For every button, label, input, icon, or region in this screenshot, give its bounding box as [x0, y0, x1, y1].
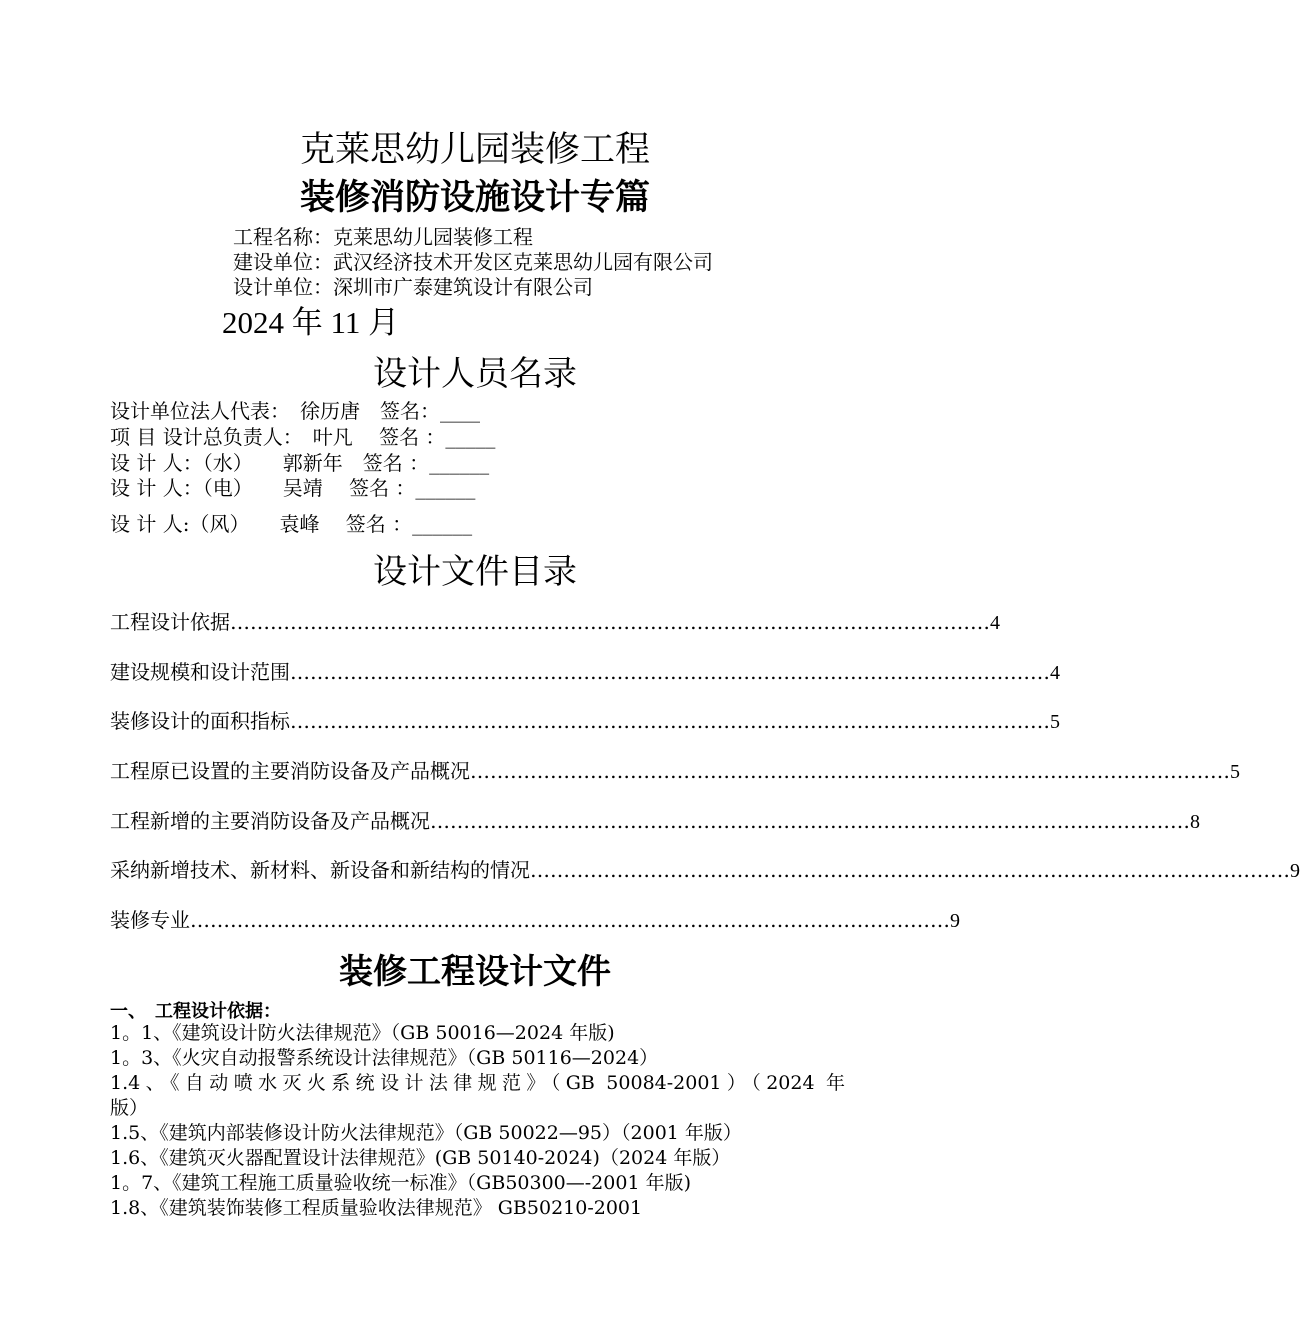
- toc-entry-page: 9: [1290, 860, 1300, 882]
- reference-item-continuation: 版）: [110, 1097, 149, 1119]
- toc-heading: 设计文件目录: [373, 552, 577, 592]
- reference-item: 1.4、《自动喷水灭火系统设计法律规范》（GB 50084-2001）（2024 年: [110, 1072, 845, 1094]
- reference-item: 1.6、《建筑灭火器配置设计法律规范》(GB 50140-2024)（2024 年版）: [110, 1147, 731, 1169]
- toc-leader: ……………………………………………………………………………………………………: [290, 709, 1050, 733]
- toc-entry[interactable]: [110, 608, 1000, 637]
- toc-leader: ……………………………………………………………………………………………………: [190, 908, 950, 932]
- toc-leader: ……………………………………………………………………………………………………: [230, 610, 990, 634]
- staff-heading: 设计人员名录: [373, 354, 577, 394]
- document-title: 克莱思幼儿园装修工程: [299, 130, 650, 170]
- toc-leader: ……………………………………………………………………………………………………: [470, 759, 1230, 783]
- staff-designer-electric: 设 计 人：（电） 吴靖 签名 ：______: [110, 476, 476, 500]
- reference-item: 1。3、《火灾自动报警系统设计法律规范》（GB 50116—2024）: [110, 1047, 659, 1069]
- toc-entry-label: 装修设计的面积指标: [110, 709, 290, 733]
- project-name: 工程名称：克莱思幼儿园装修工程: [233, 225, 533, 249]
- reference-item: 1。1、《建筑设计防火法律规范》（GB 50016—2024 年版): [110, 1022, 615, 1044]
- toc-entry[interactable]: [110, 906, 960, 935]
- toc-entry-label: 工程设计依据: [110, 610, 230, 634]
- toc-entry[interactable]: [110, 707, 1060, 736]
- reference-item: 1.8、《建筑装饰装修工程质量验收法律规范》 GB50210-2001: [110, 1197, 643, 1219]
- section-heading: 一、 工程设计依据：: [110, 1001, 281, 1022]
- reference-item: 1。7、《建筑工程施工质量验收统一标准》（GB50300—-2001 年版): [110, 1172, 691, 1194]
- toc-entry[interactable]: [110, 658, 1060, 687]
- design-files-heading: 装修工程设计文件: [339, 952, 611, 992]
- toc-leader: ……………………………………………………………………………………………………: [530, 858, 1290, 882]
- toc-entry[interactable]: [110, 807, 1200, 836]
- document-subtitle: 装修消防设施设计专篇: [299, 177, 650, 218]
- toc-entry-page: 5: [1230, 761, 1240, 783]
- construction-unit: 建设单位：武汉经济技术开发区克莱思幼儿园有限公司: [233, 250, 713, 274]
- toc-entry-label: 工程新增的主要消防设备及产品概况: [110, 809, 430, 833]
- toc-entry-label: 装修专业: [110, 908, 190, 932]
- staff-designer-air: 设 计 人:（风） 袁峰 签名 ：______: [110, 512, 473, 536]
- toc-entry-label: 采纳新增技术、新材料、新设备和新结构的情况: [110, 858, 530, 882]
- document-date: 2024 年 11 月: [222, 305, 400, 340]
- toc-entry-page: 5: [1050, 711, 1060, 733]
- staff-chief-designer: 项 目 设计总负责人： 叶凡 签名 ：_____: [110, 425, 496, 449]
- staff-legal-rep: 设计单位法人代表： 徐历唐 签名：____: [110, 399, 480, 423]
- toc-entry-page: 8: [1190, 811, 1200, 833]
- reference-item: 1.5、《建筑内部装修设计防火法律规范》（GB 50022—95）（2001 年版）: [110, 1122, 742, 1144]
- toc-entry[interactable]: [110, 757, 1240, 786]
- toc-entry-page: 4: [1050, 662, 1060, 684]
- toc-entry[interactable]: [110, 856, 1300, 885]
- toc-entry-label: 工程原已设置的主要消防设备及产品概况: [110, 759, 470, 783]
- staff-designer-water: 设 计 人：（水） 郭新年 签名 ：______: [110, 451, 490, 475]
- toc-entry-page: 9: [950, 910, 960, 932]
- toc-entry-label: 建设规模和设计范围: [110, 660, 290, 684]
- design-unit: 设计单位：深圳市广泰建筑设计有限公司: [233, 275, 593, 299]
- toc-leader: ……………………………………………………………………………………………………: [290, 660, 1050, 684]
- toc-entry-page: 4: [990, 612, 1000, 634]
- toc-leader: ……………………………………………………………………………………………………: [430, 809, 1190, 833]
